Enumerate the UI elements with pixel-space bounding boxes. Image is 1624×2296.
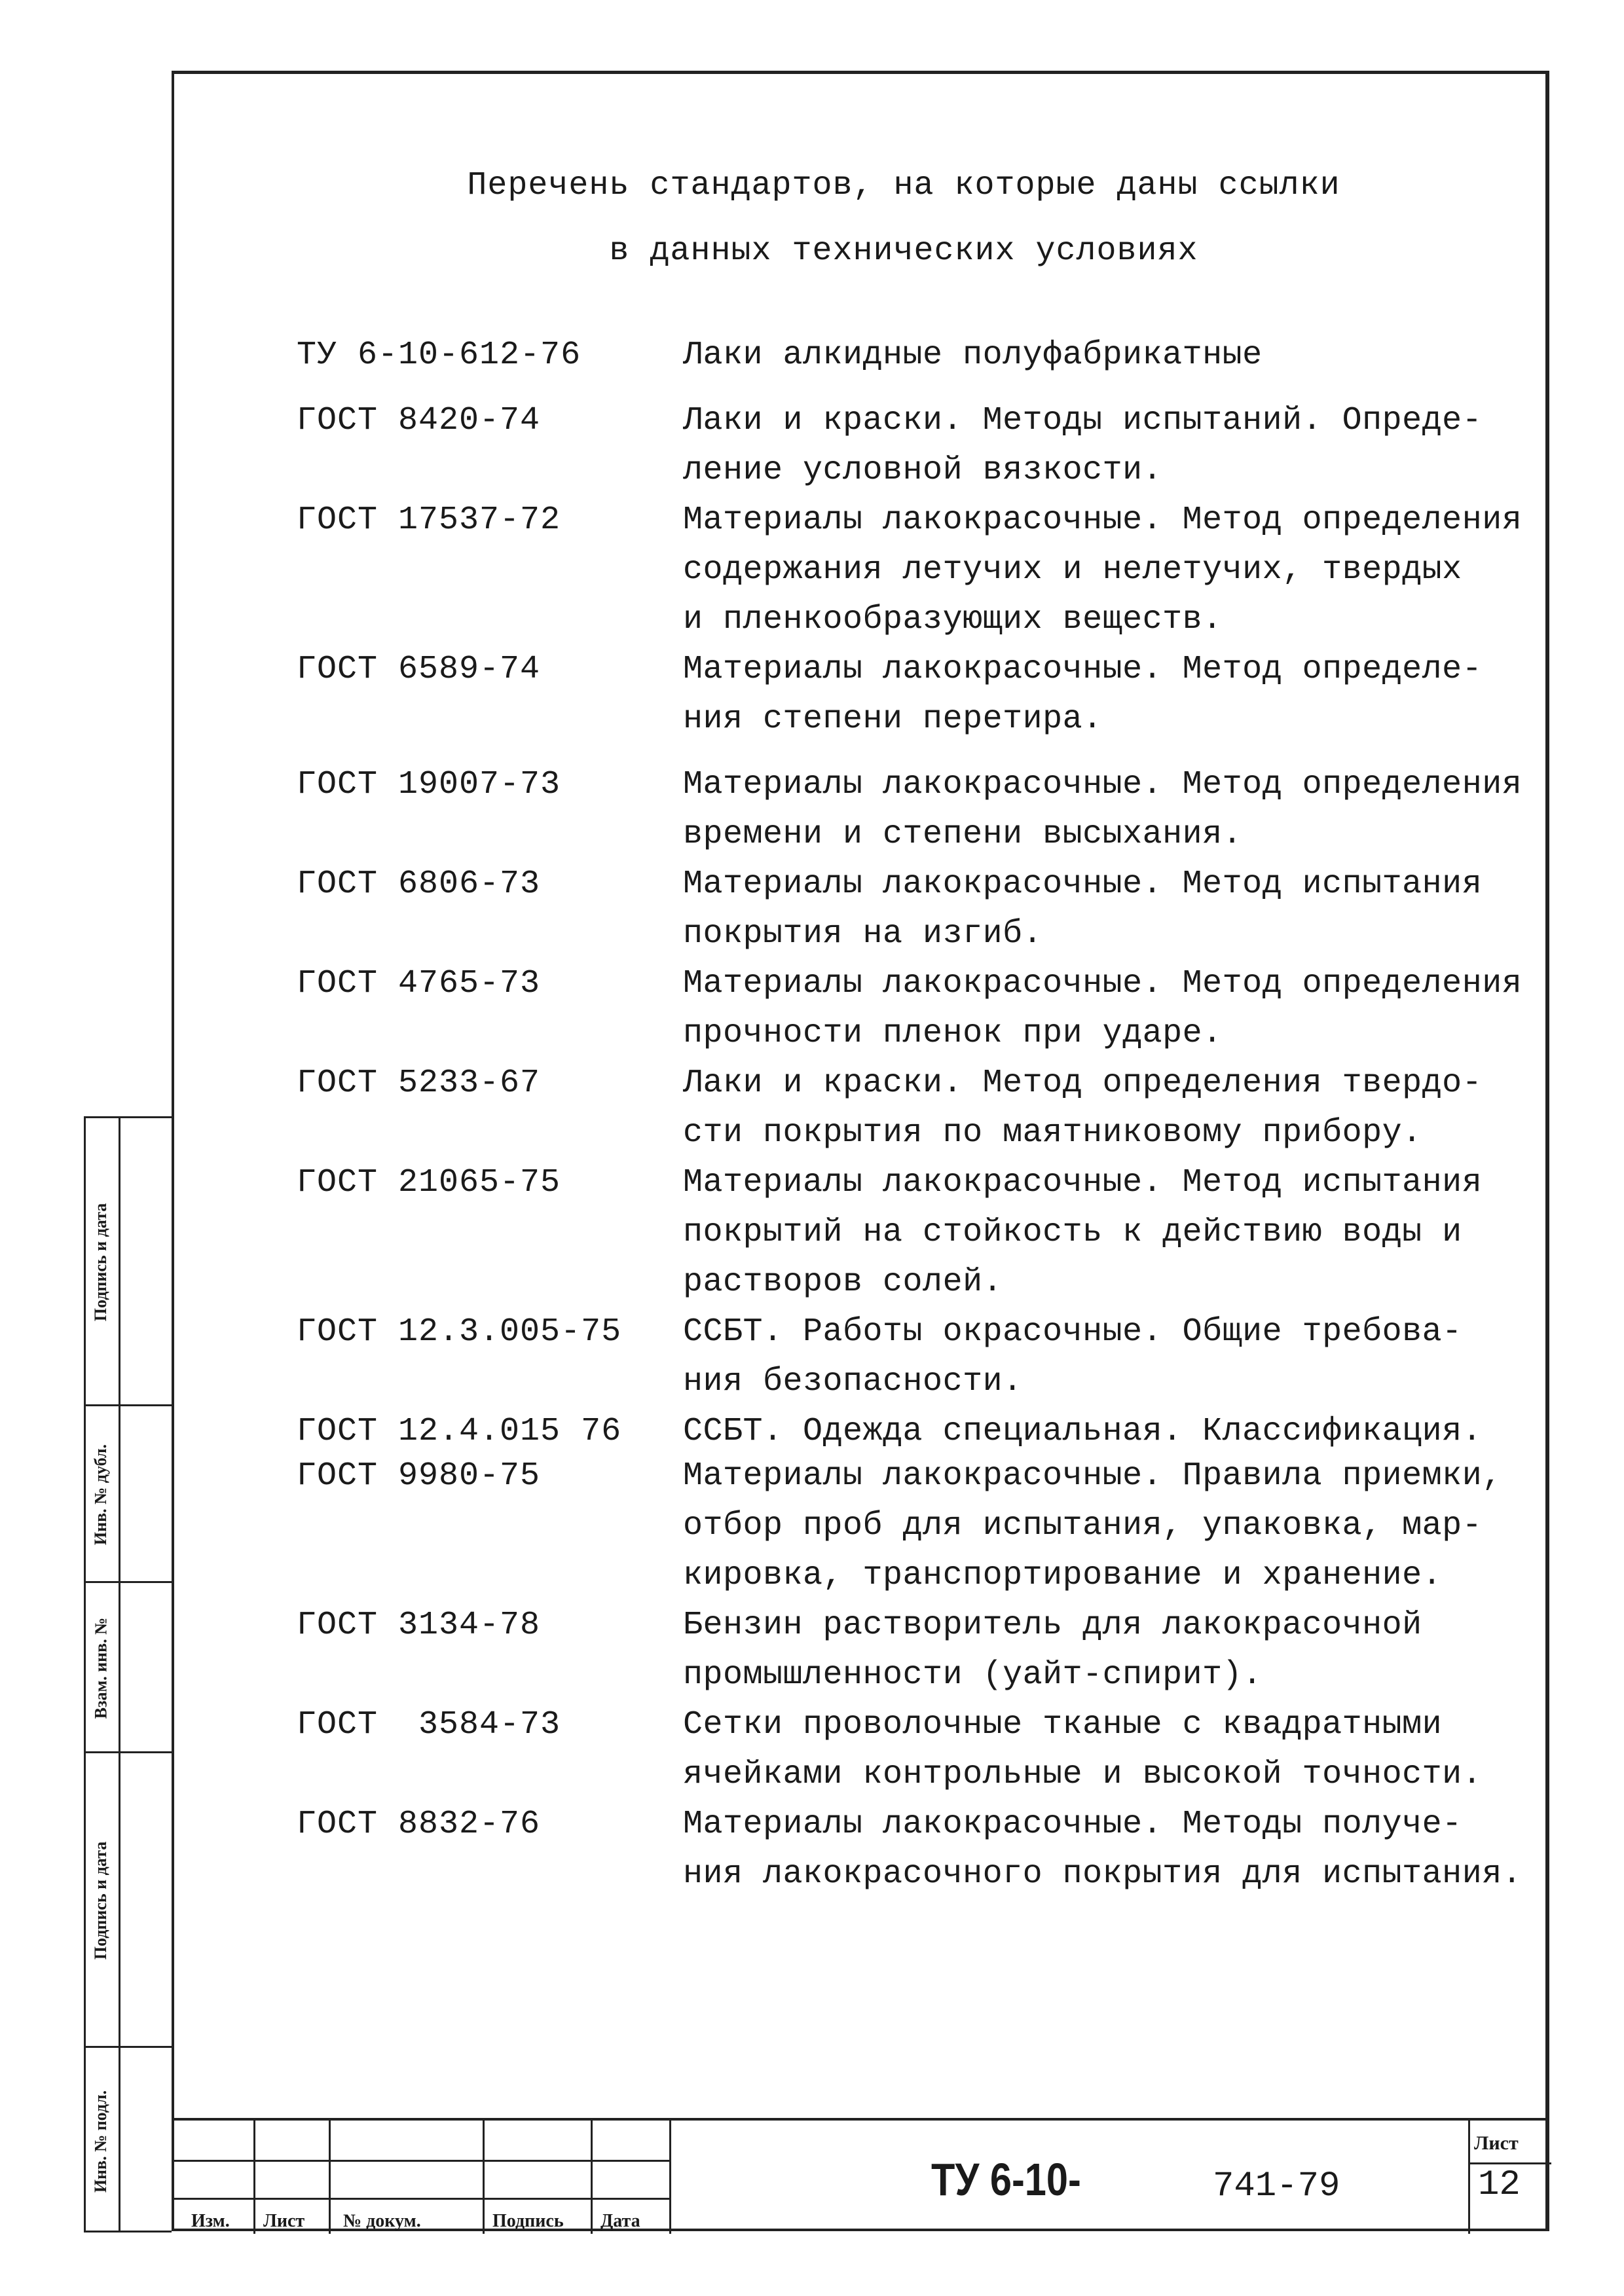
- heading-line-2: в данных технических условиях: [609, 232, 1198, 270]
- column-label-change: Изм.: [191, 2211, 230, 2231]
- standard-code: ГОСТ 12.3.005-75: [297, 1313, 622, 1351]
- standard-description: Сетки проволочные тканые с квадратными ячейками контрольные и высокой точности.: [683, 1706, 1483, 1793]
- title-block-col-line: [591, 2121, 593, 2234]
- standard-code: ГОСТ 8420-74: [297, 402, 541, 439]
- document-designation-number: 741-79: [1213, 2166, 1340, 2206]
- standard-description: Материалы лакокрасочные. Метод испытания покрытия на изгиб.: [683, 866, 1483, 953]
- title-block-col-line: [329, 2121, 331, 2234]
- list-item: [297, 1307, 1541, 1407]
- standard-description: ССБТ. Работы окрасочные. Общие требова- ния безопасности.: [683, 1313, 1462, 1400]
- standard-code: ГОСТ 6806-73: [297, 866, 541, 903]
- title-block-col-line: [253, 2121, 255, 2234]
- standard-code: ГОСТ 4765-73: [297, 965, 541, 1002]
- column-label-signature: Подпись: [492, 2211, 564, 2231]
- title-block-row-line: [172, 2198, 669, 2200]
- column-label-document-number: № докум.: [343, 2211, 421, 2231]
- standard-code: ГОСТ 5233-67: [297, 1065, 541, 1102]
- sheet-divider: [1470, 2162, 1551, 2164]
- title-block: [172, 2118, 1549, 2231]
- standard-code: ТУ 6-10-612-76: [297, 337, 581, 374]
- title-block-col-line: [483, 2121, 485, 2234]
- title-block-col-line: [669, 2121, 671, 2234]
- list-item: [297, 645, 1541, 744]
- sheet-label: Лист: [1474, 2132, 1519, 2154]
- list-item: [297, 1059, 1541, 1158]
- list-item: [297, 331, 1541, 380]
- standard-code: ГОСТ 12.4.015 76: [297, 1413, 622, 1450]
- standard-description: Материалы лакокрасочные. Метод определения времени и степени высыхания.: [683, 766, 1522, 853]
- side-label-signature-date-2: Подпись и дата: [91, 1841, 110, 1960]
- standards-list: [297, 331, 1541, 1899]
- column-label-sheet: Лист: [263, 2211, 305, 2231]
- list-item: [297, 1158, 1541, 1307]
- standard-description: Материалы лакокрасочные. Правила приемки, отбор проб для испытания, упаковка, мар- кировка, транспортирование и хранение.: [683, 1457, 1502, 1594]
- standard-code: ГОСТ 19007-73: [297, 766, 561, 803]
- standard-description: Материалы лакокрасочные. Метод испытания покрытий на стойкость к действию воды и растворов солей.: [683, 1164, 1483, 1301]
- standard-code: ГОСТ 6589-74: [297, 651, 541, 688]
- list-item: [297, 860, 1541, 959]
- standard-description: Лаки и краски. Методы испытаний. Опреде- ление условной вязкости.: [683, 402, 1483, 489]
- standard-code: ГОСТ 9980-75: [297, 1457, 541, 1495]
- list-item: [297, 760, 1541, 860]
- list-item: [297, 1407, 1541, 1457]
- side-label-original-inventory: Инв. № подл.: [91, 2090, 110, 2193]
- standard-code: ГОСТ 3584-73: [297, 1706, 561, 1743]
- standard-description: ССБТ. Одежда специальная. Классификация.: [683, 1413, 1483, 1450]
- sheet-number: 12: [1478, 2165, 1521, 2205]
- standard-description: Материалы лакокрасочные. Метод определения содержания летучих и нелетучих, твердых и пленкообразующих веществ.: [683, 501, 1522, 638]
- side-label-duplicate-inventory: Инв. № дубл.: [91, 1444, 110, 1546]
- list-item: [297, 1700, 1541, 1800]
- list-item: [297, 1601, 1541, 1700]
- standard-description: Лаки алкидные полуфабрикатные: [683, 337, 1263, 374]
- standard-description: Материалы лакокрасочные. Метод определения прочности пленок при ударе.: [683, 965, 1522, 1052]
- side-label-signature-date: Подпись и дата: [91, 1203, 110, 1322]
- standard-description: Материалы лакокрасочные. Метод определе- ния степени перетира.: [683, 651, 1483, 738]
- standard-description: Бензин растворитель для лакокрасочной промышленности (уайт-спирит).: [683, 1607, 1422, 1694]
- heading-line-1: Перечень стандартов, на которые даны ссылки: [467, 167, 1340, 204]
- list-item: [297, 1451, 1541, 1601]
- standard-code: ГОСТ 17537-72: [297, 501, 561, 539]
- document-designation: ТУ 6-10-: [931, 2154, 1081, 2205]
- sheet-box: [1468, 2121, 1551, 2234]
- column-label-date: Дата: [600, 2211, 640, 2231]
- side-label-replacement-inventory: Взам. инв. №: [91, 1617, 111, 1719]
- standard-description: Материалы лакокрасочные. Методы получе- ния лакокрасочного покрытия для испытания.: [683, 1806, 1522, 1893]
- title-block-row-line: [172, 2160, 669, 2162]
- list-item: [297, 959, 1541, 1059]
- standard-code: ГОСТ 8832-76: [297, 1806, 541, 1843]
- standard-code: ГОСТ 21065-75: [297, 1164, 561, 1201]
- side-stamp: [84, 1116, 172, 2232]
- list-item: [297, 396, 1541, 496]
- standard-description: Лаки и краски. Метод определения твердо- сти покрытия по маятниковому прибору.: [683, 1065, 1483, 1152]
- list-item: [297, 1800, 1541, 1899]
- standard-code: ГОСТ 3134-78: [297, 1607, 541, 1644]
- list-item: [297, 496, 1541, 645]
